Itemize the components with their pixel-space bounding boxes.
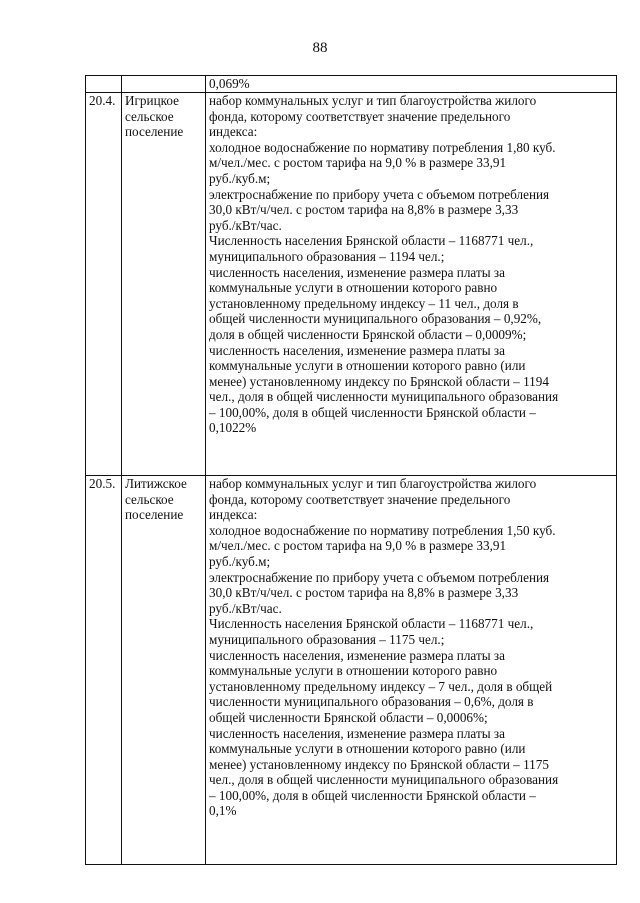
text-line: численность населения, изменение размера платы за xyxy=(209,342,505,358)
text-line: индекса: xyxy=(209,124,258,140)
text-line: муниципального образования – 1194 чел.; xyxy=(209,248,445,264)
text-line: коммунальные услуги в отношении которого равно xyxy=(209,280,498,296)
municipality-name-cell xyxy=(122,76,206,93)
table-row xyxy=(86,476,617,865)
municipality-name-cell xyxy=(122,93,206,476)
text-line: руб./кВт/час. xyxy=(209,217,282,233)
text-line: менее) установленному индексу по Брянской области – 1194 xyxy=(209,373,549,389)
table-row xyxy=(86,93,617,476)
text-line: численность населения, изменение размера платы за xyxy=(209,647,505,663)
text-line: общей численности Брянской области – 0,0006%; xyxy=(209,709,488,725)
text-line: м/чел./мес. с ростом тарифа на 9,0 % в размере 33,91 xyxy=(209,538,507,554)
text-line: электроснабжение по прибору учета с объемом потребления xyxy=(209,186,550,202)
text-line: сельское xyxy=(125,108,174,124)
description-cell xyxy=(206,476,617,865)
text-line: муниципального образования – 1175 чел.; xyxy=(209,631,445,647)
text-line: руб./куб.м; xyxy=(209,553,271,569)
text-line: установленному предельному индексу – 11 чел., доля в xyxy=(209,295,519,311)
text-line: холодное водоснабжение по нормативу потребления 1,80 куб. xyxy=(209,139,556,155)
text-line: доля в общей численности Брянской области – 0,0009%; xyxy=(209,326,527,342)
text-line: фонда, которому соответствует значение предельного xyxy=(209,491,511,507)
text-line: 30,0 кВт/ч/чел. с ростом тарифа на 8,8% в размере 3,33 xyxy=(209,202,519,218)
text-line: коммунальные услуги в отношении которого равно (или xyxy=(209,358,526,374)
text-line: численность населения, изменение размера платы за xyxy=(209,725,505,741)
row-number-cell: 20.4. xyxy=(86,93,122,476)
municipality-name-cell xyxy=(122,476,206,865)
text-line: индекса: xyxy=(209,507,258,523)
text-line: сельское xyxy=(125,491,174,507)
text-line: Численность населения Брянской области – 1168771 чел., xyxy=(209,616,534,632)
text-line: набор коммунальных услуг и тип благоустройства жилого xyxy=(209,93,537,108)
text-line: м/чел./мес. с ростом тарифа на 9,0 % в размере 33,91 xyxy=(209,155,507,171)
text-line: 0,1% xyxy=(209,803,237,819)
text-line: установленному предельному индексу – 7 чел., доля в общей xyxy=(209,678,553,694)
text-line: Численность населения Брянской области – 1168771 чел., xyxy=(209,233,534,249)
table-row-continuation xyxy=(86,76,617,93)
text-line: холодное водоснабжение по нормативу потребления 1,50 куб. xyxy=(209,522,556,538)
text-line: Литижское xyxy=(125,476,187,491)
text-line: 30,0 кВт/ч/чел. с ростом тарифа на 8,8% в размере 3,33 xyxy=(209,585,519,601)
text-line: поселение xyxy=(125,124,184,140)
text-line: поселение xyxy=(125,507,184,523)
text-line: руб./кВт/час. xyxy=(209,600,282,616)
text-line: чел., доля в общей численности муниципального образования xyxy=(209,389,559,405)
text-line: 0,1022% xyxy=(209,420,257,436)
text-line: коммунальные услуги в отношении которого равно xyxy=(209,663,498,679)
text-line: численности муниципального образования – 0,6%, доля в xyxy=(209,694,534,710)
text-line: электроснабжение по прибору учета с объемом потребления xyxy=(209,569,550,585)
text-line: набор коммунальных услуг и тип благоустройства жилого xyxy=(209,476,537,491)
text-line: коммунальные услуги в отношении которого равно (или xyxy=(209,741,526,757)
row-number-cell xyxy=(86,76,122,93)
text-line: численность населения, изменение размера платы за xyxy=(209,264,505,280)
text-line: – 100,00%, доля в общей численности Брянской области – xyxy=(209,404,536,420)
text-line: менее) установленному индексу по Брянской области – 1175 xyxy=(209,756,549,772)
page-number: 88 xyxy=(312,40,328,56)
description-cell xyxy=(206,93,617,476)
text-line: Игрицкое xyxy=(125,93,179,108)
text-line: общей численности муниципального образования – 0,92%, xyxy=(209,311,542,327)
document-table xyxy=(85,75,617,865)
text-line: фонда, которому соответствует значение предельного xyxy=(209,108,511,124)
text-line: чел., доля в общей численности муниципального образования xyxy=(209,772,559,788)
text-line: – 100,00%, доля в общей численности Брянской области – xyxy=(209,787,536,803)
description-cell: 0,069% xyxy=(206,76,617,93)
text-line: руб./куб.м; xyxy=(209,170,271,186)
row-number-cell: 20.5. xyxy=(86,476,122,865)
